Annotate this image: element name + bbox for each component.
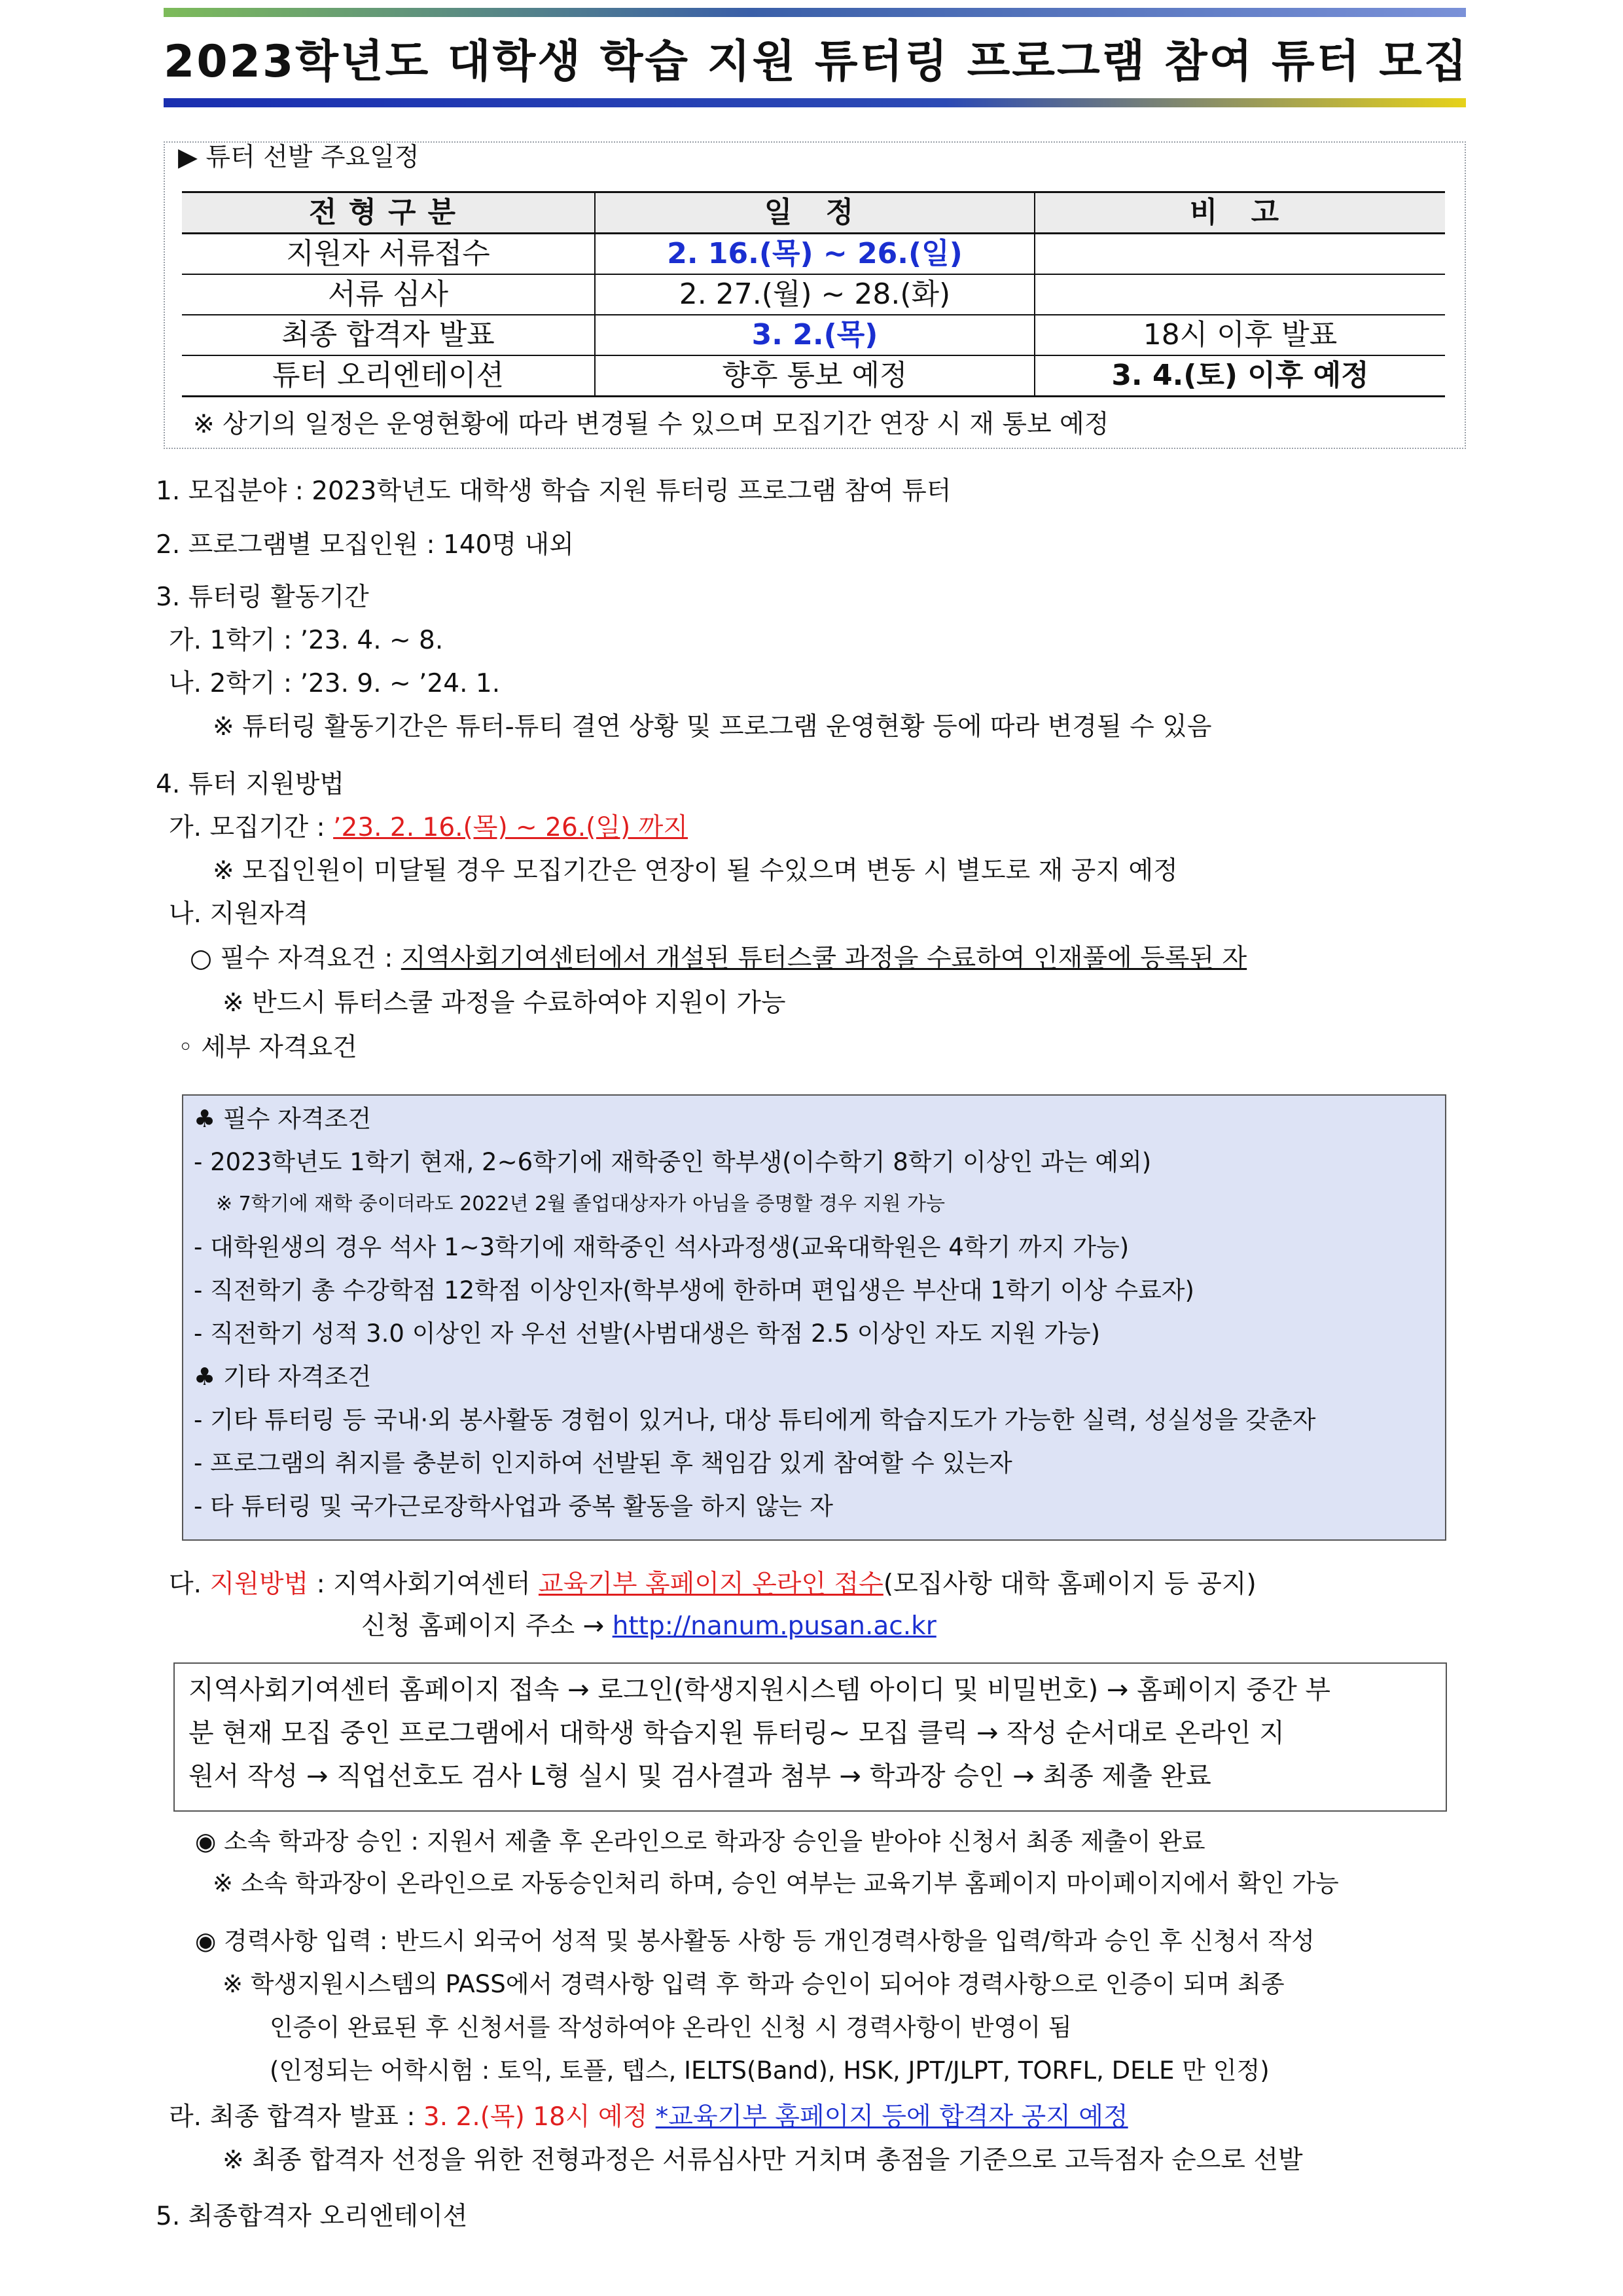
recruit-period-note: ※ 모집인원이 미달될 경우 모집기간은 연장이 될 수있으며 변동 시 별도로 재 공지 예정 [213, 856, 1178, 886]
recruit-period-label: 가. 모집기간 : [169, 813, 334, 842]
schedule-table [182, 191, 1445, 397]
final-label: 라. 최종 합격자 발표 : [169, 2102, 423, 2132]
note-cell [1035, 234, 1445, 275]
final-date: 3. 2.(목) 18시 예정 [423, 2102, 656, 2132]
term-note: ※ 튜터링 활동기간은 튜터-튜티 결연 상황 및 프로그램 운영현황 등에 따라 변경될 수 있음 [213, 712, 1212, 742]
required-qualification [190, 944, 1247, 975]
page-title: 2023학년도 대학생 학습 지원 튜터링 프로그램 참여 튜터 모집 [164, 36, 1469, 88]
required-conditions-heading: ♣ 필수 자격조건 [194, 1105, 372, 1133]
recruit-period [169, 813, 688, 844]
condition-1: - 2023학년도 1학기 현재, 2~6학기에 재학중인 학부생(이수학기 8학기 이상인 과는 예외) [194, 1148, 1152, 1176]
apply-url-line [361, 1611, 936, 1642]
stage-cell: 서류 심사 [182, 274, 595, 315]
apply-flow-line-1: 지역사회기여센터 홈페이지 접속 → 로그인(학생지원시스템 아이디 및 비밀번호) → 홈페이지 중간 부 [188, 1675, 1331, 1705]
apply-flow-line-2: 분 현재 모집 중인 프로그램에서 대학생 학습지원 튜터링~ 모집 클릭 → 작성 순서대로 온라인 지 [188, 1718, 1285, 1748]
apply-url-label: 신청 홈페이지 주소 → [361, 1611, 613, 1641]
apply-flow-line-3: 원서 작성 → 직업선호도 검사 L형 실시 및 검사결과 첨부 → 학과장 승인 → 최종 제출 완료 [188, 1761, 1211, 1791]
section-5: 5. 최종합격자 오리엔테이션 [156, 2202, 468, 2231]
note-cell [1035, 274, 1445, 315]
required-note: ※ 반드시 튜터스쿨 과정을 수료하여야 지원이 가능 [223, 988, 786, 1018]
term-1: 가. 1학기 : ’23. 4. ~ 8. [169, 626, 444, 655]
other-conditions-heading: ♣ 기타 자격조건 [194, 1363, 372, 1391]
schedule-heading: ▶ 튜터 선발 주요일정 [178, 143, 419, 172]
required-label: ○ 필수 자격요건 : [190, 944, 401, 973]
schedule-header-row [182, 192, 1445, 234]
note-cell: 3. 4.(토) 이후 예정 [1035, 355, 1445, 397]
apply-method-value: 교육기부 홈페이지 온라인 접수 [538, 1570, 883, 1599]
apply-url-link[interactable]: http://nanum.pusan.ac.kr [612, 1611, 936, 1641]
apply-method [169, 1570, 1257, 1600]
table-row [182, 274, 1445, 315]
note-cell: 18시 이후 발표 [1035, 315, 1445, 355]
stage-cell: 최종 합격자 발표 [182, 315, 595, 355]
col-note: 비 고 [1035, 192, 1445, 234]
career-note-2: 인증이 완료된 후 신청서를 작성하여야 온라인 신청 시 경력사항이 반영이 됨 [270, 2013, 1072, 2041]
section-4-heading: 4. 튜터 지원방법 [156, 770, 345, 799]
condition-2: - 대학원생의 경우 석사 1~3학기에 재학중인 석사과정생(교육대학원은 4학기 까지 가능) [194, 1233, 1130, 1261]
required-value: 지역사회기여센터에서 개설된 튜터스쿨 과정을 수료하여 인재풀에 등록된 자 [401, 944, 1247, 973]
date-cell: 향후 통보 예정 [595, 355, 1035, 397]
apply-method-suffix: (모집사항 대학 홈페이지 등 공지) [883, 1570, 1257, 1599]
date-cell: 2. 16.(목) ~ 26.(일) [595, 234, 1035, 275]
section-3-heading: 3. 튜터링 활동기간 [156, 583, 369, 612]
stage-cell: 튜터 오리엔테이션 [182, 355, 595, 397]
table-row [182, 355, 1445, 397]
recruit-period-value: ’23. 2. 16.(목) ~ 26.(일) 까지 [333, 813, 688, 842]
final-announcement [169, 2102, 1128, 2133]
condition-1-note: ※ 7학기에 재학 중이더라도 2022년 2월 졸업대상자가 아님을 증명할 경우 지원 가능 [216, 1193, 945, 1215]
dept-approval: ◉ 소속 학과장 승인 : 지원서 제출 후 온라인으로 학과장 승인을 받아야 신청서 최종 제출이 완료 [195, 1827, 1205, 1856]
section-2: 2. 프로그램별 모집인원 : 140명 내외 [156, 530, 574, 560]
dept-approval-note: ※ 소속 학과장이 온라인으로 자동승인처리 하며, 승인 여부는 교육기부 홈페이지 마이페이지에서 확인 가능 [213, 1869, 1339, 1897]
apply-method-mid: : 지역사회기여센터 [308, 1570, 539, 1599]
section-1: 1. 모집분야 : 2023학년도 대학생 학습 지원 튜터링 프로그램 참여 튜터 [156, 476, 952, 506]
date-cell: 2. 27.(월) ~ 28.(화) [595, 274, 1035, 315]
stage-cell: 지원자 서류접수 [182, 234, 595, 275]
col-date: 일 정 [595, 192, 1035, 234]
other-condition-2: - 프로그램의 취지를 충분히 인지하여 선발된 후 책임감 있게 참여할 수 있는자 [194, 1449, 1012, 1477]
title-top-bar [164, 8, 1466, 17]
condition-3: - 직전학기 총 수강학점 12학점 이상인자(학부생에 한하며 편입생은 부산대 1학기 이상 수료자) [194, 1276, 1194, 1304]
career-note-1: ※ 학생지원시스템의 PASS에서 경력사항 입력 후 학과 승인이 되어야 경력사항으로 인증이 되며 최종 [223, 1970, 1285, 1998]
qualification-heading: 나. 지원자격 [169, 899, 309, 929]
col-stage: 전형구분 [182, 192, 595, 234]
date-cell: 3. 2.(목) [595, 315, 1035, 355]
schedule-footnote: ※ 상기의 일정은 운영현황에 따라 변경될 수 있으며 모집기간 연장 시 재 통보 예정 [193, 410, 1109, 439]
table-row [182, 234, 1445, 275]
apply-method-prefix: 다. [169, 1570, 210, 1599]
term-2: 나. 2학기 : ’23. 9. ~ ’24. 1. [169, 669, 501, 698]
final-note: ※ 최종 합격자 선정을 위한 전형과정은 서류심사만 거치며 총점을 기준으로 고득점자 순으로 선발 [223, 2145, 1303, 2175]
other-condition-1: - 기타 튜터링 등 국내·외 봉사활동 경험이 있거나, 대상 튜티에게 학습지도가 가능한 실력, 성실성을 갖춘자 [194, 1406, 1316, 1434]
career-input: ◉ 경력사항 입력 : 반드시 외국어 성적 및 봉사활동 사항 등 개인경력사항을 입력/학과 승인 후 신청서 작성 [195, 1927, 1315, 1955]
title-bottom-bar [164, 98, 1466, 107]
table-row [182, 315, 1445, 355]
apply-method-label: 지원방법 [209, 1570, 309, 1599]
other-condition-3: - 타 튜터링 및 국가근로장학사업과 중복 활동을 하지 않는 자 [194, 1492, 834, 1520]
final-link[interactable]: *교육기부 홈페이지 등에 합격자 공지 예정 [655, 2102, 1128, 2132]
condition-4: - 직전학기 성적 3.0 이상인 자 우선 선발(사범대생은 학점 2.5 이상인 자도 지원 가능) [194, 1319, 1101, 1348]
detail-heading: ◦ 세부 자격요건 [178, 1033, 357, 1062]
career-note-3: (인정되는 어학시험 : 토익, 토플, 텝스, IELTS(Band), HSK, JPT/JLPT, TORFL, DELE 만 인정) [270, 2056, 1270, 2085]
